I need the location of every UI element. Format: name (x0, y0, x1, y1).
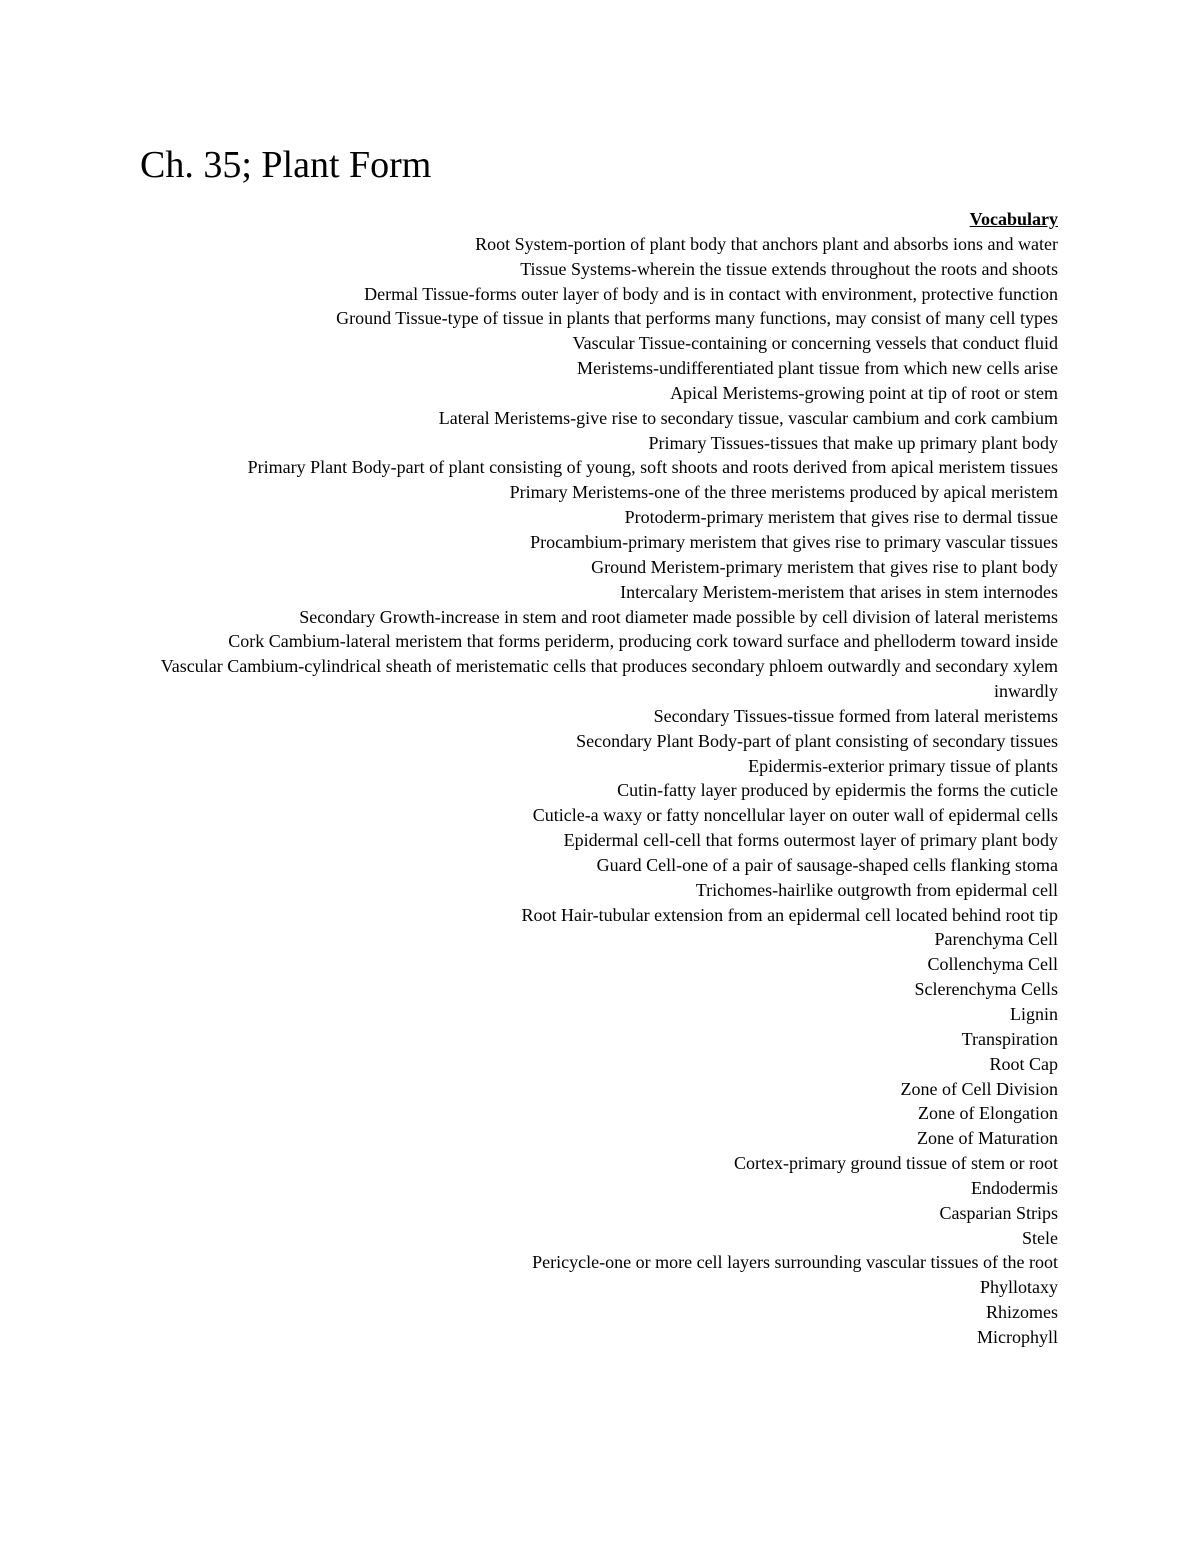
vocabulary-term: Primary Plant Body-part of plant consisting of young, soft shoots and roots derived from apical meristem tissues (247, 457, 1058, 478)
vocabulary-term: Phyllotaxy (979, 1277, 1058, 1298)
vocabulary-term: Epidermis-exterior primary tissue of plants (748, 755, 1058, 776)
vocabulary-term: Vascular Tissue-containing or concerning vessels that conduct fluid (572, 333, 1058, 354)
vocabulary-term: Secondary Tissues-tissue formed from lateral meristems (653, 705, 1058, 726)
vocabulary-term: Cortex-primary ground tissue of stem or root (734, 1153, 1058, 1174)
vocabulary-term: Endodermis (971, 1177, 1058, 1198)
page-title: Ch. 35; Plant Form (140, 144, 432, 186)
vocabulary-term: Secondary Plant Body-part of plant consisting of secondary tissues (576, 730, 1058, 751)
vocabulary-term: Stele (1022, 1227, 1058, 1248)
vocabulary-term: Root Hair-tubular extension from an epidermal cell located behind root tip (521, 904, 1058, 925)
vocabulary-term: Lignin (1010, 1004, 1058, 1024)
vocabulary-term: Rhizomes (986, 1302, 1058, 1323)
vocabulary-term: Zone of Cell Division (900, 1078, 1058, 1099)
vocabulary-term: Ground Tissue-type of tissue in plants that performs many functions, may consist of many cell types (336, 308, 1058, 329)
vocabulary-term: Microphyll (977, 1326, 1058, 1347)
vocabulary-term: Primary Tissues-tissues that make up primary plant body (648, 432, 1058, 453)
vocabulary-term: Protoderm-primary meristem that gives rise to dermal tissue (624, 507, 1058, 528)
vocabulary-term: Dermal Tissue-forms outer layer of body and is in contact with environment, protective function (364, 283, 1058, 304)
vocabulary-term: Sclerenchyma Cells (914, 979, 1058, 1000)
vocabulary-term: Root System-portion of plant body that anchors plant and absorbs ions and water (475, 233, 1058, 254)
vocabulary-term: Casparian Strips (939, 1202, 1058, 1223)
vocabulary-term: Pericycle-one or more cell layers surrounding vascular tissues of the root (532, 1252, 1058, 1273)
vocabulary-term: Lateral Meristems-give rise to secondary tissue, vascular cambium and cork cambium (438, 407, 1058, 428)
vocabulary-term: Root Cap (989, 1053, 1058, 1074)
vocabulary-term: Meristems-undifferentiated plant tissue from which new cells arise (576, 358, 1058, 379)
vocabulary-term: Primary Meristems-one of the three meristems produced by apical meristem (509, 482, 1058, 503)
vocabulary-term: Vascular Cambium-cylindrical sheath of meristematic cells that produces secondary phloem outwardly and secondary xylem inwardly (160, 656, 1058, 702)
vocabulary-term: Intercalary Meristem-meristem that arises in stem internodes (620, 581, 1058, 602)
vocabulary-term: Secondary Growth-increase in stem and root diameter made possible by cell division of lateral meristems (299, 606, 1058, 627)
vocabulary-term: Guard Cell-one of a pair of sausage-shaped cells flanking stoma (596, 854, 1058, 875)
vocabulary-heading: Vocabulary (969, 209, 1058, 229)
vocabulary-term: Zone of Maturation (917, 1128, 1058, 1149)
vocabulary-section (140, 207, 1058, 1350)
vocabulary-list (140, 232, 1058, 1350)
vocabulary-term: Apical Meristems-growing point at tip of root or stem (670, 382, 1058, 403)
vocabulary-term: Procambium-primary meristem that gives rise to primary vascular tissues (530, 531, 1058, 552)
vocabulary-term: Cork Cambium-lateral meristem that forms periderm, producing cork toward surface and phelloderm toward inside (228, 631, 1058, 652)
vocabulary-term: Zone of Elongation (918, 1103, 1058, 1124)
vocabulary-term: Ground Meristem-primary meristem that gives rise to plant body (591, 556, 1058, 577)
vocabulary-term: Cutin-fatty layer produced by epidermis the forms the cuticle (617, 780, 1058, 801)
vocabulary-term: Parenchyma Cell (934, 929, 1058, 950)
vocabulary-term: Collenchyma Cell (927, 954, 1058, 975)
vocabulary-term: Cuticle-a waxy or fatty noncellular layer on outer wall of epidermal cells (532, 805, 1058, 826)
vocabulary-term: Transpiration (961, 1028, 1058, 1049)
vocabulary-term: Epidermal cell-cell that forms outermost layer of primary plant body (563, 830, 1058, 851)
vocabulary-term: Trichomes-hairlike outgrowth from epidermal cell (695, 879, 1058, 900)
vocabulary-term: Tissue Systems-wherein the tissue extends throughout the roots and shoots (520, 258, 1058, 279)
